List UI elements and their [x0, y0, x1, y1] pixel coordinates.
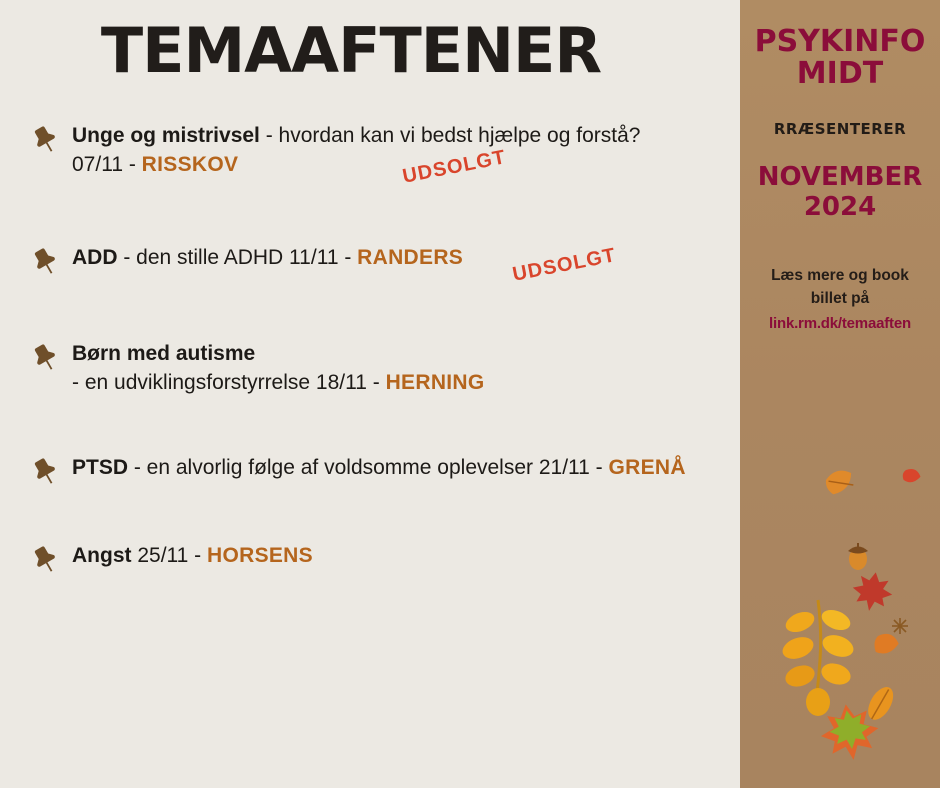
event-title: Børn med autisme: [72, 342, 256, 365]
list-item[interactable]: [0, 121, 740, 188]
event-detail: - hvordan kan vi bedst hjælpe og forstå? 07/11 -: [72, 124, 641, 176]
event-list: [0, 121, 740, 577]
status-badge: UDSOLGT: [510, 244, 618, 286]
event-location: HERNING: [385, 371, 485, 394]
event-text: [72, 339, 485, 397]
event-title: PTSD: [72, 456, 129, 479]
event-location: GRENÅ: [608, 456, 686, 479]
event-detail: - den stille ADHD 11/11 -: [117, 246, 358, 269]
booking-link[interactable]: link.rm.dk/temaaften: [769, 315, 911, 332]
brand-name-line2: MIDT: [796, 56, 884, 91]
month-label: NOVEMBER: [757, 162, 923, 192]
brand-name-line1: PSYKINFO: [754, 24, 926, 59]
list-item[interactable]: [0, 243, 740, 286]
event-location: RANDERS: [357, 246, 464, 269]
event-detail: - en udviklingsforstyrrelse 18/11 -: [72, 371, 386, 394]
pushpin-icon: [28, 455, 62, 489]
status-badge: UDSOLGT: [400, 146, 508, 188]
page-title: TEMAAFTENER: [100, 14, 602, 87]
list-item[interactable]: [0, 541, 740, 577]
pushpin-icon: [28, 543, 62, 577]
pushpin-icon: [28, 123, 62, 157]
list-item[interactable]: [0, 339, 740, 397]
booking-line1: Læs mere og book: [771, 267, 909, 284]
poster-sidebar: [740, 0, 940, 788]
pushpin-icon: [28, 341, 62, 375]
booking-info: [748, 264, 932, 335]
event-title: ADD: [72, 246, 118, 269]
list-item[interactable]: [0, 453, 740, 489]
booking-line2: billet på: [810, 290, 870, 307]
event-text: [72, 121, 692, 188]
event-title: Angst: [72, 544, 132, 567]
event-detail: 25/11 -: [131, 544, 207, 567]
pushpin-icon: [28, 245, 62, 279]
event-text: [72, 243, 618, 286]
event-text: [72, 541, 313, 570]
autumn-leaves-decoration: [740, 440, 940, 788]
year-label: 2024: [803, 192, 877, 222]
event-title: Unge og mistrivsel: [72, 124, 260, 147]
event-text: [72, 453, 686, 482]
event-location: RISSKOV: [141, 153, 239, 176]
event-detail: - en alvorlig følge af voldsomme oplevelser 21/11 -: [128, 456, 609, 479]
event-location: HORSENS: [207, 544, 313, 567]
presents-label: RRÆSENTERER: [773, 120, 907, 138]
